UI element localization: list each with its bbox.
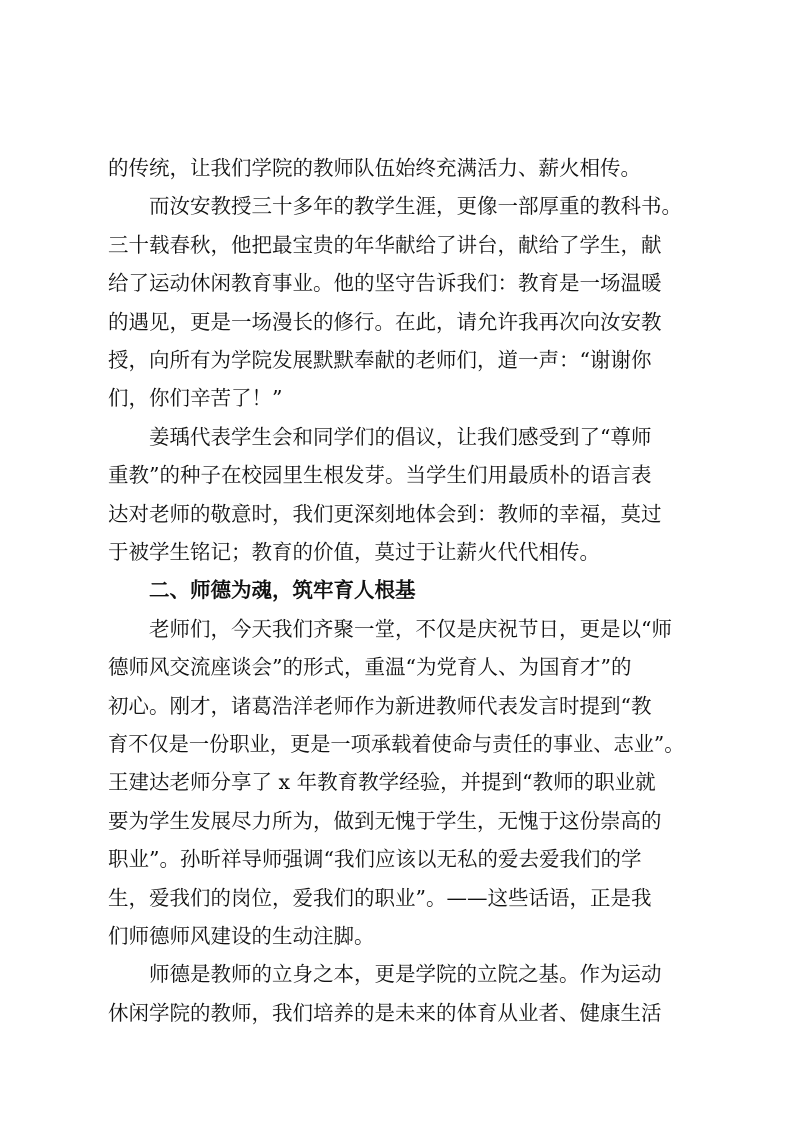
line-text: 三十载春秋，他把最宝贵的年华献给了讲台，献给了学生，献 — [108, 232, 662, 257]
paragraph-line — [0, 534, 793, 570]
paragraph-line — [0, 880, 793, 916]
line-text: 育不仅是一份职业，更是一项承载着使命与责任的事业、志业”。 — [108, 732, 685, 756]
line-text: 王建达老师分享了 x 年教育教学经验，并提到“教师的职业就 — [108, 770, 656, 795]
line-text: 职业”。孙昕祥导师强调“我们应该以无私的爱去爱我们的学 — [108, 847, 642, 872]
paragraph-line — [0, 188, 793, 224]
paragraph-line — [0, 956, 793, 992]
paragraph-line — [0, 649, 793, 685]
paragraph-line — [0, 380, 793, 416]
paragraph-line — [0, 803, 793, 839]
paragraph-line — [0, 265, 793, 301]
paragraph-line — [0, 304, 793, 340]
line-text: 们师德师风建设的生动注脚。 — [108, 924, 375, 948]
line-text: 生，爱我们的岗位，爱我们的职业”。——这些话语，正是我 — [108, 885, 652, 910]
paragraph-line — [0, 995, 793, 1031]
paragraph-line — [0, 764, 793, 800]
line-text: 们，你们辛苦了！” — [108, 386, 283, 411]
line-text: 达对老师的敬意时，我们更深刻地体会到：教师的幸福，莫过 — [108, 501, 662, 526]
line-text: 姜瑀代表学生会和同学们的倡议，让我们感受到了“尊师 — [149, 424, 652, 449]
section-heading — [0, 572, 793, 608]
line-text: 而汝安教授三十多年的教学生涯，更像一部厚重的教科书。 — [149, 194, 682, 219]
line-text: 的遇见，更是一场漫长的修行。在此，请允许我再次向汝安教 — [108, 309, 662, 334]
section-heading-text: 二、师德为魂，筑牢育人根基 — [149, 578, 416, 603]
paragraph-line — [0, 342, 793, 378]
line-text: 初心。刚才，诸葛浩洋老师作为新进教师代表发言时提到“教 — [108, 693, 652, 718]
line-text: 要为学生发展尽力所为，做到无愧于学生，无愧于这份崇高的 — [108, 808, 662, 833]
line-text: 授，向所有为学院发展默默奉献的老师们，道一声：“谢谢你 — [108, 348, 652, 372]
line-text: 德师风交流座谈会”的形式，重温“为党育人、为国育才”的 — [108, 655, 632, 680]
line-text: 于被学生铭记；教育的价值，莫过于让薪火代代相传。 — [108, 540, 600, 564]
line-text: 休闲学院的教师，我们培养的是未来的体育从业者、健康生活 — [108, 1000, 662, 1025]
paragraph-line — [0, 841, 793, 877]
paragraph-line — [0, 918, 793, 954]
paragraph-line — [0, 726, 793, 762]
line-text: 重教”的种子在校园里生根发芽。当学生们用最质朴的语言表 — [108, 463, 652, 488]
line-text: 给了运动休闲教育事业。他的坚守告诉我们：教育是一场温暖 — [108, 271, 662, 296]
paragraph-line — [0, 496, 793, 532]
line-text: 老师们，今天我们齐聚一堂，不仅是庆祝节日，更是以“师 — [149, 616, 672, 641]
paragraph-line — [0, 150, 793, 186]
paragraph-line — [0, 688, 793, 724]
line-text: 师德是教师的立身之本，更是学院的立院之基。作为运动 — [149, 962, 662, 987]
paragraph-line — [0, 457, 793, 493]
line-text: 的传统，让我们学院的教师队伍始终充满活力、薪火相传。 — [108, 156, 641, 180]
paragraph-line — [0, 419, 793, 455]
paragraph-line — [0, 611, 793, 647]
paragraph-line — [0, 227, 793, 263]
